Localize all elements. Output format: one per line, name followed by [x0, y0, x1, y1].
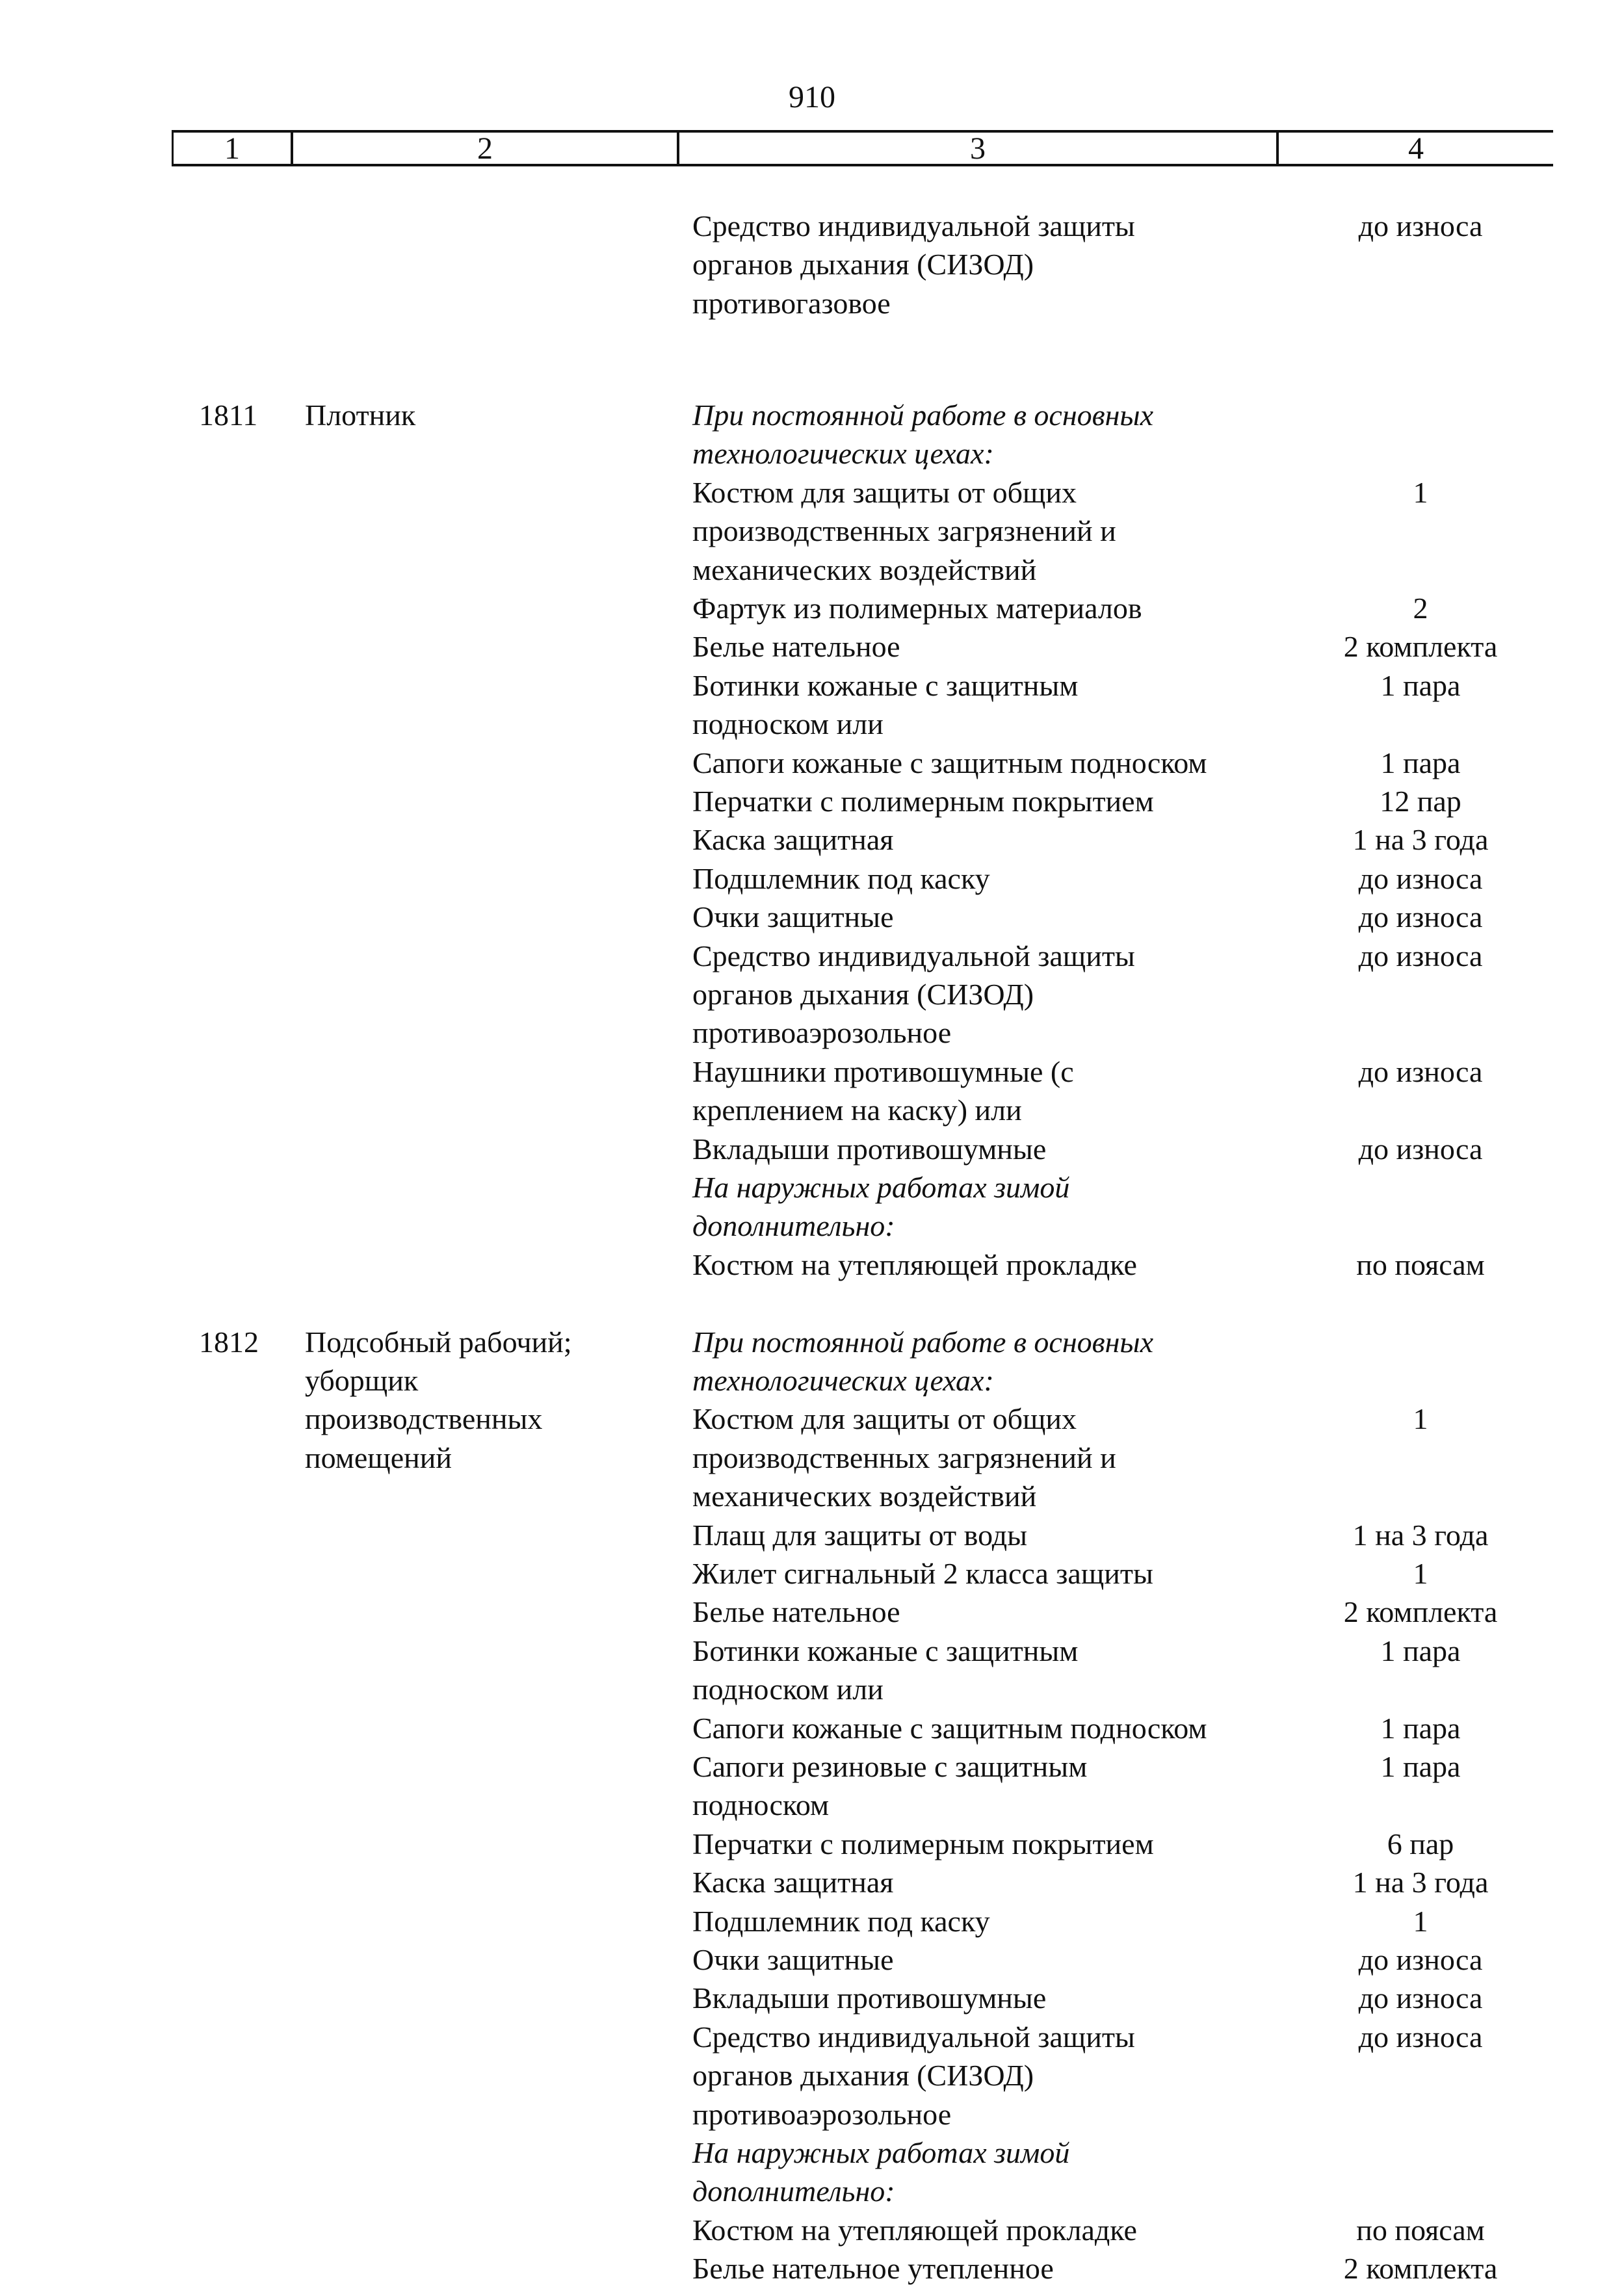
entry-item-name: подноском или: [692, 1673, 884, 1706]
entry-item-name: Очки защитные: [692, 900, 894, 934]
entry-item-name: Вкладыши противошумные: [692, 1981, 1047, 2015]
entry-item-qty: 2 комплекта: [1343, 1595, 1498, 1629]
entry-winter-condition: дополнительно:: [692, 2174, 895, 2208]
entry-item-name: Подшлемник под каску: [692, 861, 990, 895]
entry-profession: помещений: [305, 1441, 452, 1474]
entry-winter-item-qty: 2 комплекта: [1343, 2252, 1498, 2286]
entry-item-name: Плащ для защиты от воды: [692, 1518, 1028, 1552]
entry-item-qty: 1: [1413, 1557, 1428, 1591]
entry-item-qty: 12 пар: [1380, 785, 1461, 818]
entry-item-qty: 1: [1413, 1402, 1428, 1436]
entry-item-qty: 2 комплекта: [1343, 630, 1498, 664]
entry-item-name: Жилет сигнальный 2 класса защиты: [692, 1557, 1153, 1591]
entry-condition: технологических цехах:: [692, 437, 994, 471]
entry-item-name: Перчатки с полимерным покрытием: [692, 1827, 1154, 1860]
page-number: 910: [789, 80, 835, 114]
entry-winter-condition: На наружных работах зимой: [692, 2136, 1070, 2170]
continuation-item-name: Средство индивидуальной защиты: [692, 209, 1135, 242]
entry-item-name: Каска защитная: [692, 823, 894, 857]
entry-profession: Подсобный рабочий;: [305, 1325, 572, 1359]
entry-item-name: Средство индивидуальной защиты: [692, 939, 1135, 972]
entry-item-qty: 1 пара: [1380, 746, 1461, 779]
entry-item-qty: до износа: [1358, 1054, 1483, 1088]
entry-condition: технологических цехах:: [692, 1364, 994, 1398]
entry-winter-item-qty: по поясам: [1356, 1247, 1485, 1281]
entry-item-name: противоаэрозольное: [692, 2097, 952, 2131]
continuation-item-name: противогазовое: [692, 286, 891, 320]
entry-condition: При постоянной работе в основных: [692, 398, 1154, 432]
entry-item-name: органов дыхания (СИЗОД): [692, 978, 1034, 1011]
entry-item-qty: до износа: [1358, 2020, 1483, 2054]
entry-item-name: Перчатки с полимерным покрытием: [692, 785, 1154, 818]
entry-winter-item-name: Костюм на утепляющей прокладке: [692, 2213, 1137, 2247]
entry-item-name: Сапоги кожаные с защитным подноском: [692, 746, 1207, 779]
entry-winter-condition: дополнительно:: [692, 1209, 895, 1243]
entry-item-qty: 1: [1413, 1904, 1428, 1938]
entry-item-name: Ботинки кожаные с защитным: [692, 1634, 1079, 1667]
entry-code: 1812: [199, 1325, 259, 1359]
entry-item-name: Ботинки кожаные с защитным: [692, 668, 1079, 702]
column-header-1: 1: [174, 133, 293, 164]
entry-item-qty: до износа: [1358, 1943, 1483, 1977]
entry-item-name: креплением на каску) или: [692, 1093, 1022, 1127]
entry-item-name: механических воздействий: [692, 553, 1037, 586]
entry-item-name: Каска защитная: [692, 1866, 894, 1899]
column-header-4: 4: [1408, 131, 1424, 166]
table-header: [172, 130, 1553, 166]
entry-item-name: Очки защитные: [692, 1943, 894, 1977]
entry-item-name: Средство индивидуальной защиты: [692, 2020, 1135, 2054]
entry-item-qty: 1 пара: [1380, 1634, 1461, 1667]
entry-item-qty: 1 на 3 года: [1352, 823, 1489, 857]
entry-item-name: производственных загрязнений и: [692, 514, 1116, 548]
entry-item-name: подноском или: [692, 707, 884, 741]
continuation-item-name: органов дыхания (СИЗОД): [692, 248, 1034, 281]
entry-profession: уборщик: [305, 1364, 419, 1398]
entry-item-name: производственных загрязнений и: [692, 1441, 1116, 1474]
entry-item-qty: до износа: [1358, 1981, 1483, 2015]
entry-item-name: Костюм для защиты от общих: [692, 1402, 1077, 1436]
entry-item-name: Белье нательное: [692, 630, 900, 664]
entry-item-qty: 1 пара: [1380, 1711, 1461, 1745]
entry-winter-item-name: Белье нательное утепленное: [692, 2252, 1054, 2286]
entry-winter-item-qty: по поясам: [1356, 2213, 1485, 2247]
entry-item-name: Вкладыши противошумные: [692, 1132, 1047, 1166]
entry-item-name: Подшлемник под каску: [692, 1904, 990, 1938]
entry-item-qty: до износа: [1358, 900, 1483, 934]
entry-item-name: органов дыхания (СИЗОД): [692, 2059, 1034, 2093]
entry-item-name: противоаэрозольное: [692, 1016, 952, 1050]
entry-winter-item-name: Костюм на утепляющей прокладке: [692, 1247, 1137, 1281]
entry-profession: Плотник: [305, 398, 416, 432]
column-header-2: 2: [293, 133, 679, 164]
entry-item-qty: до износа: [1358, 861, 1483, 895]
entry-winter-condition: На наружных работах зимой: [692, 1171, 1070, 1205]
entry-item-name: Сапоги кожаные с защитным подноском: [692, 1711, 1207, 1745]
entry-item-name: Костюм для защиты от общих: [692, 475, 1077, 509]
entry-item-qty: до износа: [1358, 1132, 1483, 1166]
entry-item-qty: 1 пара: [1380, 1750, 1461, 1784]
entry-condition: При постоянной работе в основных: [692, 1325, 1154, 1359]
entry-item-qty: 1 пара: [1380, 668, 1461, 702]
entry-item-qty: до износа: [1358, 939, 1483, 972]
entry-item-name: Наушники противошумные (с: [692, 1054, 1074, 1088]
entry-item-name: механических воздействий: [692, 1480, 1037, 1513]
entry-code: 1811: [199, 398, 258, 432]
column-header-3: 3: [679, 133, 1279, 164]
entry-item-qty: 6 пар: [1387, 1827, 1454, 1860]
entry-item-name: Фартук из полимерных материалов: [692, 592, 1142, 625]
entry-item-name: Сапоги резиновые с защитным: [692, 1750, 1088, 1784]
entry-item-qty: 1: [1413, 475, 1428, 509]
entry-item-qty: 1 на 3 года: [1352, 1518, 1489, 1552]
entry-profession: производственных: [305, 1402, 543, 1436]
continuation-item-qty: до износа: [1358, 209, 1483, 242]
entry-item-name: подноском: [692, 1788, 830, 1822]
entry-item-name: Белье нательное: [692, 1595, 900, 1629]
entry-item-qty: 1 на 3 года: [1352, 1866, 1489, 1899]
entry-item-qty: 2: [1413, 592, 1428, 625]
